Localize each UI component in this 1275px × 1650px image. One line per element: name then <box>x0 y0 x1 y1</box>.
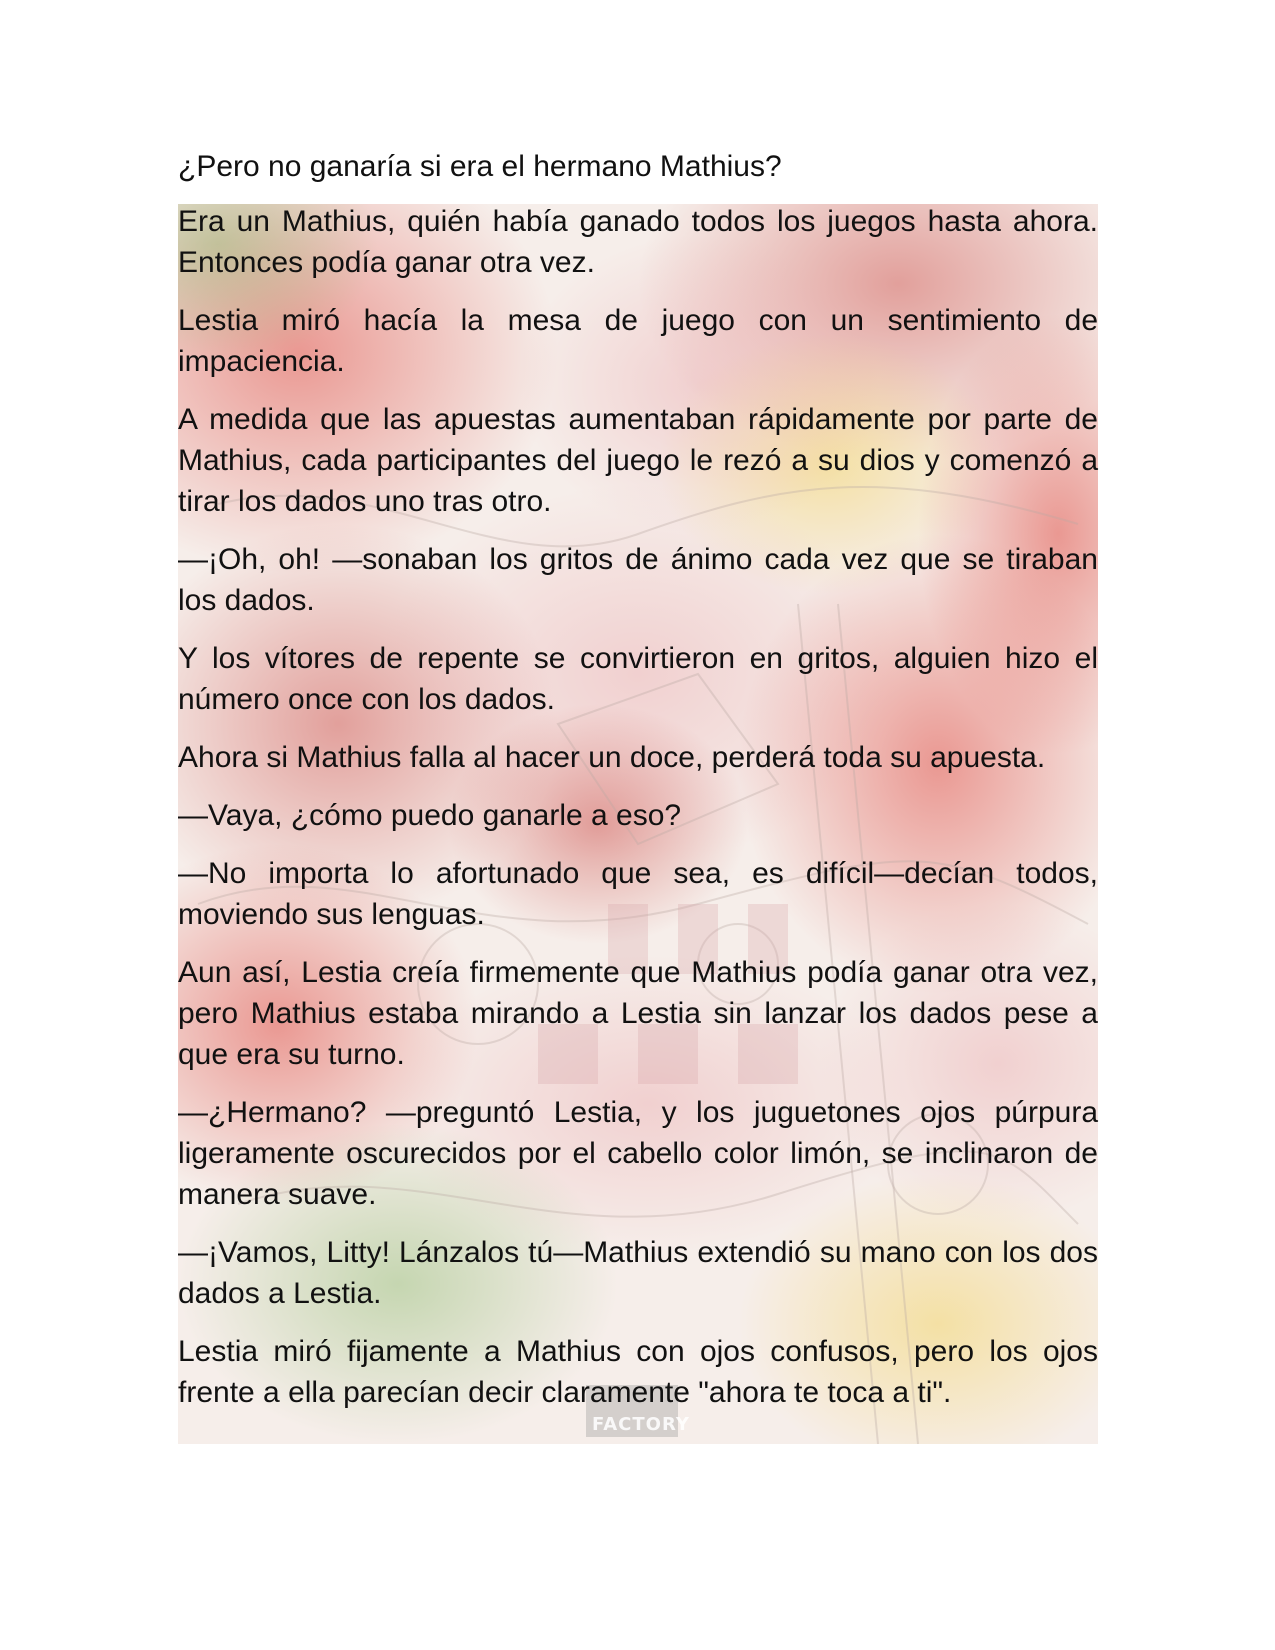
paragraph: ¿Pero no ganaría si era el hermano Mathius? <box>178 150 782 183</box>
paragraph: Ahora si Mathius falla al hacer un doce, perderá toda su apuesta. <box>178 741 1046 774</box>
paragraph: —¿Hermano? —preguntó Lestia, y los juguetones ojos púrpura ligeramente oscurecidos por el cabello color limón, se inclinaron de manera suave. <box>178 1096 1098 1211</box>
paragraph: Aun así, Lestia creía firmemente que Mathius podía ganar otra vez, pero Mathius estaba mirando a Lestia sin lanzar los dados pese a que era su turno. <box>178 956 1098 1071</box>
paragraph: Lestia miró fijamente a Mathius con ojos confusos, pero los ojos frente a ella parecían decir claramente "ahora te toca a ti". <box>178 1335 1098 1409</box>
paragraph: —¡Vamos, Litty! Lánzalos tú—Mathius extendió su mano con los dos dados a Lestia. <box>178 1236 1098 1310</box>
document-text <box>178 146 1098 1430</box>
paragraph: Lestia miró hacía la mesa de juego con un sentimiento de impaciencia. <box>178 304 1098 378</box>
paragraph: —No importa lo afortunado que sea, es difícil—decían todos, moviendo sus lenguas. <box>178 857 1098 931</box>
paragraph: —¡Oh, oh! —sonaban los gritos de ánimo cada vez que se tiraban los dados. <box>178 543 1098 617</box>
watermark-text: FACTORY <box>592 1414 690 1435</box>
paragraph: Y los vítores de repente se convirtieron en gritos, alguien hizo el número once con los dados. <box>178 642 1098 716</box>
paragraph: —Vaya, ¿cómo puedo ganarle a eso? <box>178 799 682 832</box>
paragraph: Era un Mathius, quién había ganado todos los juegos hasta ahora. Entonces podía ganar otra vez. <box>178 205 1098 279</box>
paragraph: A medida que las apuestas aumentaban rápidamente por parte de Mathius, cada participantes del juego le rezó a su dios y comenzó a tirar los dados uno tras otro. <box>178 403 1098 518</box>
